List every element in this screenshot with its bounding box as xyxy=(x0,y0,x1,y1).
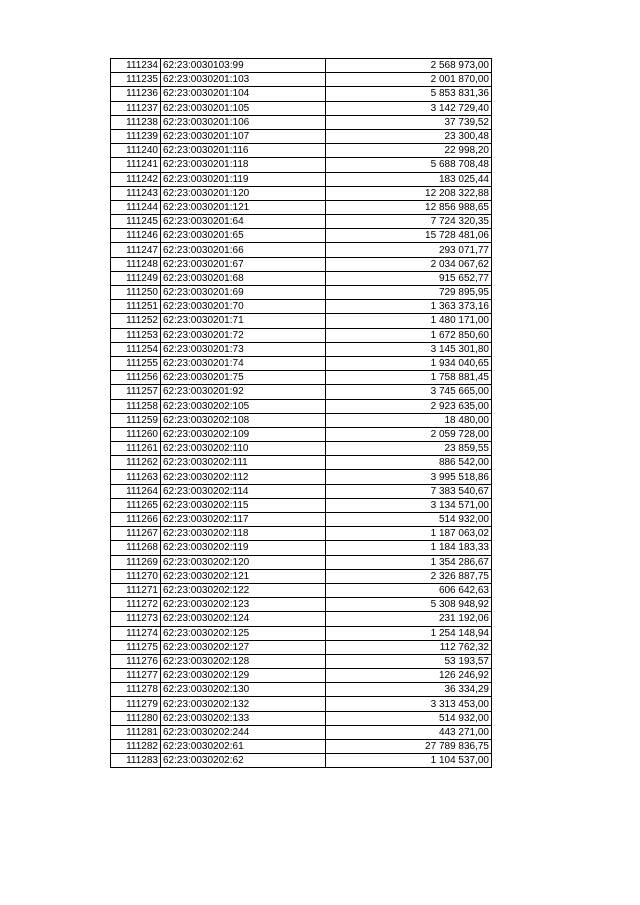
row-number-cell: 111261 xyxy=(111,442,161,456)
row-number-cell: 111281 xyxy=(111,725,161,739)
cadastral-number-cell: 62:23:0030201:71 xyxy=(161,314,326,328)
row-number-cell: 111276 xyxy=(111,654,161,668)
table-row xyxy=(111,257,492,271)
cadastral-number-cell: 62:23:0030201:68 xyxy=(161,271,326,285)
cadastral-number-cell: 62:23:0030201:72 xyxy=(161,328,326,342)
table-row xyxy=(111,300,492,314)
cadastral-value-cell: 1 672 850,60 xyxy=(326,328,492,342)
cadastral-number-cell: 62:23:0030201:75 xyxy=(161,371,326,385)
cadastral-value-cell: 1 934 040,65 xyxy=(326,356,492,370)
table-row xyxy=(111,626,492,640)
row-number-cell: 111236 xyxy=(111,87,161,101)
cadastral-value-cell: 1 104 537,00 xyxy=(326,754,492,768)
cadastral-value-cell: 3 745 665,00 xyxy=(326,385,492,399)
row-number-cell: 111260 xyxy=(111,427,161,441)
cadastral-number-cell: 62:23:0030201:74 xyxy=(161,356,326,370)
row-number-cell: 111247 xyxy=(111,243,161,257)
row-number-cell: 111282 xyxy=(111,740,161,754)
row-number-cell: 111258 xyxy=(111,399,161,413)
cadastral-number-cell: 62:23:0030202:132 xyxy=(161,697,326,711)
cadastral-value-cell: 112 762,32 xyxy=(326,640,492,654)
table-row xyxy=(111,115,492,129)
cadastral-number-cell: 62:23:0030201:70 xyxy=(161,300,326,314)
table-row xyxy=(111,356,492,370)
table-row xyxy=(111,442,492,456)
cadastral-value-cell: 1 354 286,67 xyxy=(326,555,492,569)
table-row xyxy=(111,541,492,555)
table-row xyxy=(111,498,492,512)
cadastral-value-cell: 886 542,00 xyxy=(326,456,492,470)
row-number-cell: 111256 xyxy=(111,371,161,385)
cadastral-number-cell: 62:23:0030201:69 xyxy=(161,286,326,300)
cadastral-number-cell: 62:23:0030202:133 xyxy=(161,711,326,725)
table-row xyxy=(111,342,492,356)
row-number-cell: 111255 xyxy=(111,356,161,370)
cadastral-value-cell: 3 145 301,80 xyxy=(326,342,492,356)
table-row xyxy=(111,569,492,583)
cadastral-value-cell: 514 932,00 xyxy=(326,711,492,725)
table-row xyxy=(111,286,492,300)
table-row xyxy=(111,158,492,172)
cadastral-value-cell: 53 193,57 xyxy=(326,654,492,668)
cadastral-value-cell: 514 932,00 xyxy=(326,513,492,527)
cadastral-number-cell: 62:23:0030202:123 xyxy=(161,598,326,612)
row-number-cell: 111246 xyxy=(111,229,161,243)
cadastral-value-cell: 22 998,20 xyxy=(326,144,492,158)
cadastral-value-cell: 2 568 973,00 xyxy=(326,59,492,73)
table-row xyxy=(111,215,492,229)
row-number-cell: 111280 xyxy=(111,711,161,725)
table-row xyxy=(111,385,492,399)
cadastral-number-cell: 62:23:0030202:124 xyxy=(161,612,326,626)
table-row xyxy=(111,711,492,725)
cadastral-value-cell: 12 208 322,88 xyxy=(326,186,492,200)
cadastral-value-cell: 12 856 988,65 xyxy=(326,200,492,214)
cadastral-value-cell: 2 034 067,62 xyxy=(326,257,492,271)
cadastral-number-cell: 62:23:0030202:130 xyxy=(161,683,326,697)
cadastral-number-cell: 62:23:0030202:111 xyxy=(161,456,326,470)
cadastral-number-cell: 62:23:0030201:66 xyxy=(161,243,326,257)
table-row xyxy=(111,612,492,626)
cadastral-number-cell: 62:23:0030202:119 xyxy=(161,541,326,555)
cadastral-value-cell: 7 383 540,67 xyxy=(326,484,492,498)
cadastral-number-cell: 62:23:0030201:92 xyxy=(161,385,326,399)
cadastral-number-cell: 62:23:0030202:108 xyxy=(161,413,326,427)
cadastral-number-cell: 62:23:0030202:114 xyxy=(161,484,326,498)
row-number-cell: 111278 xyxy=(111,683,161,697)
cadastral-number-cell: 62:23:0030201:107 xyxy=(161,129,326,143)
cadastral-value-cell: 5 853 831,36 xyxy=(326,87,492,101)
cadastral-number-cell: 62:23:0030202:62 xyxy=(161,754,326,768)
row-number-cell: 111248 xyxy=(111,257,161,271)
row-number-cell: 111238 xyxy=(111,115,161,129)
cadastral-value-cell: 3 134 571,00 xyxy=(326,498,492,512)
cadastral-number-cell: 62:23:0030202:109 xyxy=(161,427,326,441)
cadastral-value-cell: 2 001 870,00 xyxy=(326,73,492,87)
cadastral-number-cell: 62:23:0030201:67 xyxy=(161,257,326,271)
table-row xyxy=(111,271,492,285)
table-row xyxy=(111,640,492,654)
cadastral-value-cell: 2 923 635,00 xyxy=(326,399,492,413)
cadastral-value-cell: 1 184 183,33 xyxy=(326,541,492,555)
cadastral-number-cell: 62:23:0030202:127 xyxy=(161,640,326,654)
cadastral-number-cell: 62:23:0030202:125 xyxy=(161,626,326,640)
table-row xyxy=(111,314,492,328)
table-row xyxy=(111,328,492,342)
cadastral-value-cell: 15 728 481,06 xyxy=(326,229,492,243)
table-row xyxy=(111,654,492,668)
row-number-cell: 111277 xyxy=(111,669,161,683)
cadastral-number-cell: 62:23:0030202:120 xyxy=(161,555,326,569)
cadastral-number-cell: 62:23:0030103:99 xyxy=(161,59,326,73)
row-number-cell: 111270 xyxy=(111,569,161,583)
table-row xyxy=(111,484,492,498)
row-number-cell: 111279 xyxy=(111,697,161,711)
row-number-cell: 111266 xyxy=(111,513,161,527)
row-number-cell: 111254 xyxy=(111,342,161,356)
cadastral-number-cell: 62:23:0030202:118 xyxy=(161,527,326,541)
cadastral-value-cell: 126 246,92 xyxy=(326,669,492,683)
cadastral-number-cell: 62:23:0030202:117 xyxy=(161,513,326,527)
cadastral-value-cell: 18 480,00 xyxy=(326,413,492,427)
row-number-cell: 111243 xyxy=(111,186,161,200)
table-row xyxy=(111,470,492,484)
table-row xyxy=(111,725,492,739)
row-number-cell: 111271 xyxy=(111,583,161,597)
cadastral-value-cell: 1 480 171,00 xyxy=(326,314,492,328)
table-row xyxy=(111,697,492,711)
row-number-cell: 111262 xyxy=(111,456,161,470)
cadastral-value-cell: 443 271,00 xyxy=(326,725,492,739)
row-number-cell: 111283 xyxy=(111,754,161,768)
row-number-cell: 111242 xyxy=(111,172,161,186)
cadastral-value-cell: 2 326 887,75 xyxy=(326,569,492,583)
row-number-cell: 111275 xyxy=(111,640,161,654)
row-number-cell: 111244 xyxy=(111,200,161,214)
cadastral-number-cell: 62:23:0030202:61 xyxy=(161,740,326,754)
row-number-cell: 111240 xyxy=(111,144,161,158)
cadastral-number-cell: 62:23:0030202:112 xyxy=(161,470,326,484)
row-number-cell: 111235 xyxy=(111,73,161,87)
cadastral-number-cell: 62:23:0030202:129 xyxy=(161,669,326,683)
table-row xyxy=(111,101,492,115)
row-number-cell: 111265 xyxy=(111,498,161,512)
cadastral-value-cell: 915 652,77 xyxy=(326,271,492,285)
row-number-cell: 111253 xyxy=(111,328,161,342)
table-body xyxy=(111,59,492,768)
cadastral-number-cell: 62:23:0030201:73 xyxy=(161,342,326,356)
table-row xyxy=(111,59,492,73)
table-row xyxy=(111,200,492,214)
cadastral-number-cell: 62:23:0030201:103 xyxy=(161,73,326,87)
cadastral-number-cell: 62:23:0030202:122 xyxy=(161,583,326,597)
table-row xyxy=(111,683,492,697)
cadastral-number-cell: 62:23:0030201:65 xyxy=(161,229,326,243)
cadastral-value-cell: 606 642,63 xyxy=(326,583,492,597)
cadastral-value-cell: 1 758 881,45 xyxy=(326,371,492,385)
cadastral-number-cell: 62:23:0030201:104 xyxy=(161,87,326,101)
table-row xyxy=(111,229,492,243)
cadastral-value-cell: 293 071,77 xyxy=(326,243,492,257)
table-row xyxy=(111,754,492,768)
table-row xyxy=(111,740,492,754)
cadastral-number-cell: 62:23:0030201:119 xyxy=(161,172,326,186)
row-number-cell: 111239 xyxy=(111,129,161,143)
cadastre-value-table xyxy=(110,58,492,768)
table-row xyxy=(111,427,492,441)
row-number-cell: 111268 xyxy=(111,541,161,555)
table-row xyxy=(111,243,492,257)
row-number-cell: 111249 xyxy=(111,271,161,285)
row-number-cell: 111273 xyxy=(111,612,161,626)
cadastral-number-cell: 62:23:0030202:110 xyxy=(161,442,326,456)
cadastral-number-cell: 62:23:0030201:121 xyxy=(161,200,326,214)
table-row xyxy=(111,186,492,200)
table-row xyxy=(111,456,492,470)
table-row xyxy=(111,598,492,612)
cadastral-value-cell: 1 254 148,94 xyxy=(326,626,492,640)
row-number-cell: 111269 xyxy=(111,555,161,569)
cadastral-number-cell: 62:23:0030201:120 xyxy=(161,186,326,200)
row-number-cell: 111267 xyxy=(111,527,161,541)
table-row xyxy=(111,413,492,427)
table-row xyxy=(111,583,492,597)
cadastral-number-cell: 62:23:0030202:105 xyxy=(161,399,326,413)
row-number-cell: 111259 xyxy=(111,413,161,427)
cadastral-value-cell: 1 187 063,02 xyxy=(326,527,492,541)
cadastral-value-cell: 3 313 453,00 xyxy=(326,697,492,711)
row-number-cell: 111263 xyxy=(111,470,161,484)
cadastral-value-cell: 27 789 836,75 xyxy=(326,740,492,754)
cadastral-value-cell: 23 300,48 xyxy=(326,129,492,143)
table-row xyxy=(111,172,492,186)
row-number-cell: 111250 xyxy=(111,286,161,300)
row-number-cell: 111251 xyxy=(111,300,161,314)
table-row xyxy=(111,144,492,158)
row-number-cell: 111252 xyxy=(111,314,161,328)
cadastral-number-cell: 62:23:0030201:116 xyxy=(161,144,326,158)
row-number-cell: 111234 xyxy=(111,59,161,73)
row-number-cell: 111237 xyxy=(111,101,161,115)
cadastral-value-cell: 3 142 729,40 xyxy=(326,101,492,115)
row-number-cell: 111264 xyxy=(111,484,161,498)
cadastral-value-cell: 729 895,95 xyxy=(326,286,492,300)
cadastral-number-cell: 62:23:0030201:118 xyxy=(161,158,326,172)
cadastral-number-cell: 62:23:0030202:244 xyxy=(161,725,326,739)
table-row xyxy=(111,555,492,569)
table-row xyxy=(111,371,492,385)
cadastral-value-cell: 23 859,55 xyxy=(326,442,492,456)
cadastral-value-cell: 183 025,44 xyxy=(326,172,492,186)
table-row xyxy=(111,73,492,87)
cadastral-value-cell: 1 363 373,16 xyxy=(326,300,492,314)
row-number-cell: 111245 xyxy=(111,215,161,229)
row-number-cell: 111274 xyxy=(111,626,161,640)
table-row xyxy=(111,527,492,541)
cadastral-value-cell: 7 724 320,35 xyxy=(326,215,492,229)
cadastral-value-cell: 36 334,29 xyxy=(326,683,492,697)
cadastral-number-cell: 62:23:0030202:121 xyxy=(161,569,326,583)
row-number-cell: 111257 xyxy=(111,385,161,399)
cadastral-value-cell: 37 739,52 xyxy=(326,115,492,129)
table-row xyxy=(111,87,492,101)
cadastral-value-cell: 3 995 518,86 xyxy=(326,470,492,484)
cadastral-value-cell: 5 308 948,92 xyxy=(326,598,492,612)
cadastral-number-cell: 62:23:0030201:64 xyxy=(161,215,326,229)
cadastral-number-cell: 62:23:0030202:128 xyxy=(161,654,326,668)
table-row xyxy=(111,513,492,527)
cadastral-value-cell: 5 688 708,48 xyxy=(326,158,492,172)
cadastral-value-cell: 2 059 728,00 xyxy=(326,427,492,441)
table-row xyxy=(111,129,492,143)
cadastral-number-cell: 62:23:0030202:115 xyxy=(161,498,326,512)
cadastral-number-cell: 62:23:0030201:105 xyxy=(161,101,326,115)
table-row xyxy=(111,669,492,683)
row-number-cell: 111272 xyxy=(111,598,161,612)
table-row xyxy=(111,399,492,413)
row-number-cell: 111241 xyxy=(111,158,161,172)
cadastral-value-cell: 231 192,06 xyxy=(326,612,492,626)
cadastral-number-cell: 62:23:0030201:106 xyxy=(161,115,326,129)
